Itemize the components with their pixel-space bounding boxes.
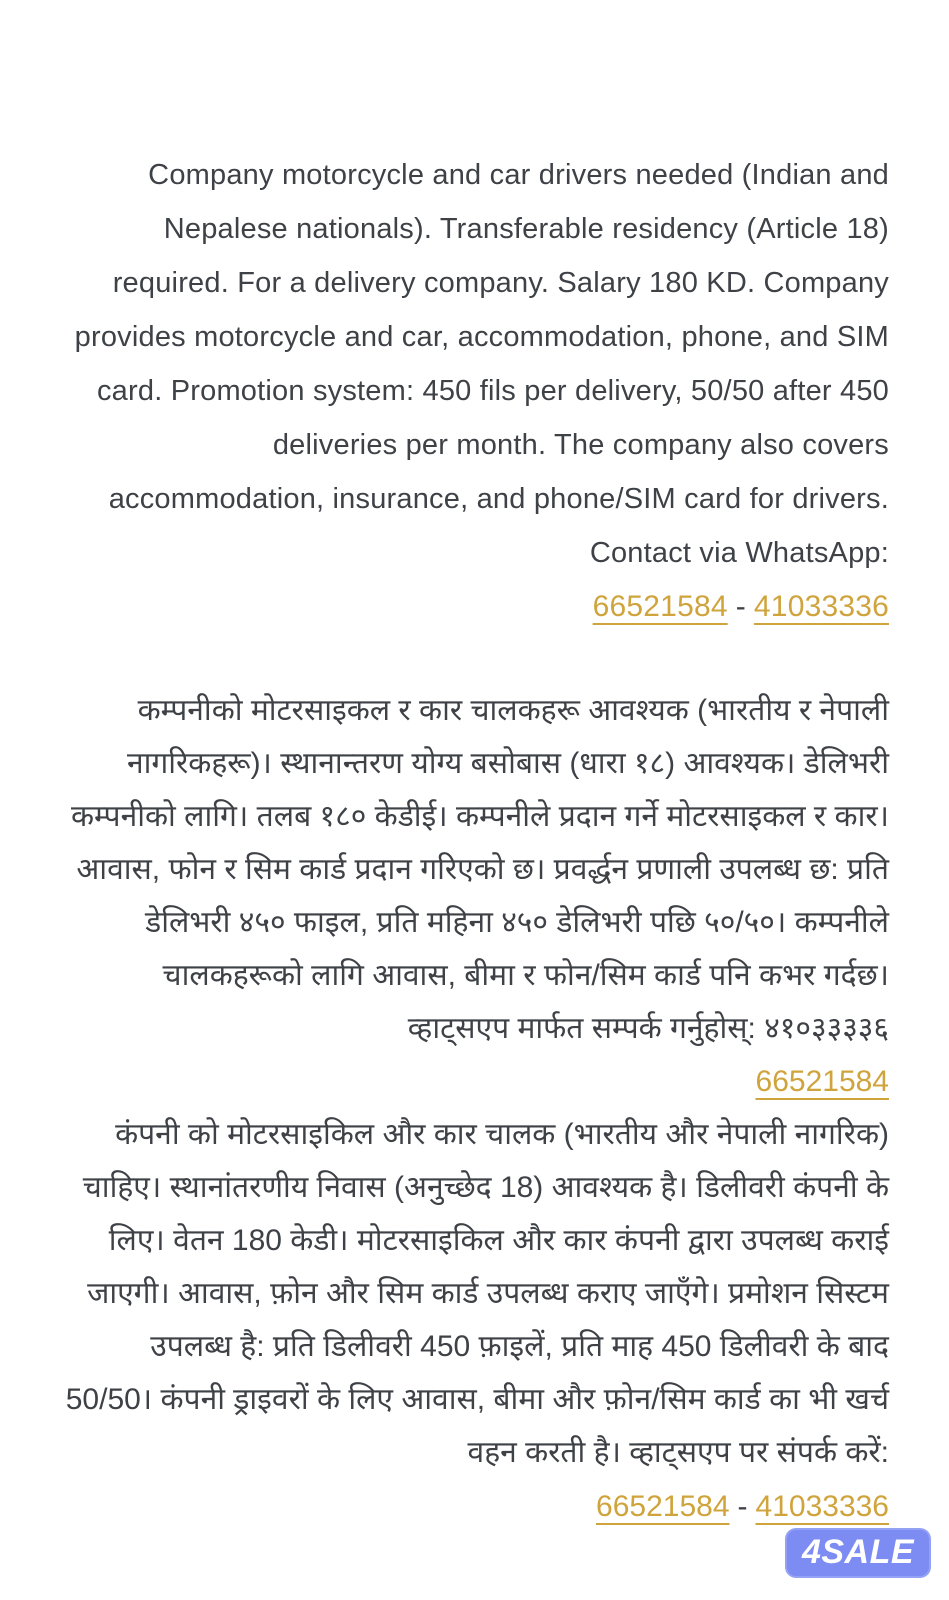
phone-link-66521584[interactable]: 66521584 <box>755 1065 889 1098</box>
phone-separator: - <box>735 590 746 623</box>
ad-text-hindi: कंपनी को मोटरसाइकिल और कार चालक (भारतीय और नेपाली नागरिक) चाहिए। स्थानांतरणीय निवास (अनुच्छेद 18) आवश्यक है। डिलीवरी कंपनी के लिए। वेतन 180 केडी। मोटरसाइकिल और कार कंपनी द्वारा उपलब्ध कराई जाएगी। आवास, फ़ोन और सिम कार्ड उपलब्ध कराए जाएँगे। प्रमोशन सिस्टम उपलब्ध है: प्रति डिलीवरी 450 फ़ाइलें, प्रति माह 450 डिलीवरी के बाद 50/50। कंपनी ड्राइवरों के लिए आवास, बीमा और फ़ोन/सिम कार्ड का भी खर्च वहन करती है। व्हाट्सएप पर संपर्क करें: <box>65 1118 889 1469</box>
contact-line-english <box>62 580 889 634</box>
ad-paragraph-hindi <box>62 1108 889 1534</box>
4sale-logo-text: 4SALE <box>801 1532 915 1571</box>
ad-paragraph-english <box>62 148 889 634</box>
phone-separator: - <box>737 1490 748 1523</box>
ad-text-nepali: कम्पनीको मोटरसाइकल र कार चालकहरू आवश्यक (भारतीय र नेपाली नागरिकहरू)। स्थानान्तरण योग्य बसोबास (धारा १८) आवश्यक। डेलिभरी कम्पनीको लागि। तलब १८० केडीई। कम्पनीले प्रदान गर्ने मोटरसाइकल र कार। आवास, फोन र सिम कार्ड प्रदान गरिएको छ। प्रवर्द्धन प्रणाली उपलब्ध छ: प्रति डेलिभरी ४५० फाइल, प्रति महिना ४५० डेलिभरी पछि ५०/५०। कम्पनीले चालकहरूको लागि आवास, बीमा र फोन/सिम कार्ड पनि कभर गर्दछ। व्हाट्सएप मार्फत सम्पर्क गर्नुहोस्: ४१०३३३३६ <box>70 694 889 1045</box>
contact-line-hindi <box>62 1479 889 1534</box>
ad-description <box>62 148 889 1534</box>
ad-text-english: Company motorcycle and car drivers needed (Indian and Nepalese nationals). Transferable residency (Article 18) required. For a delivery company. Salary 180 KD. Company provides motorcycle and car, accommodation, phone, and SIM card. Promotion system: 450 fils per delivery, 50/50 after 450 deliveries per month. The company also covers accommodation, insurance, and phone/SIM card for drivers. Contact via WhatsApp: <box>74 159 889 569</box>
phone-link-41033336[interactable]: 41033336 <box>753 590 889 623</box>
phone-link-66521584[interactable]: 66521584 <box>596 1490 730 1523</box>
phone-link-41033336[interactable]: 41033336 <box>755 1490 889 1523</box>
4sale-logo <box>785 1528 931 1578</box>
ad-paragraph-nepali <box>62 684 889 1108</box>
phone-link-66521584[interactable]: 66521584 <box>592 590 728 623</box>
contact-line-nepali <box>62 1055 889 1108</box>
